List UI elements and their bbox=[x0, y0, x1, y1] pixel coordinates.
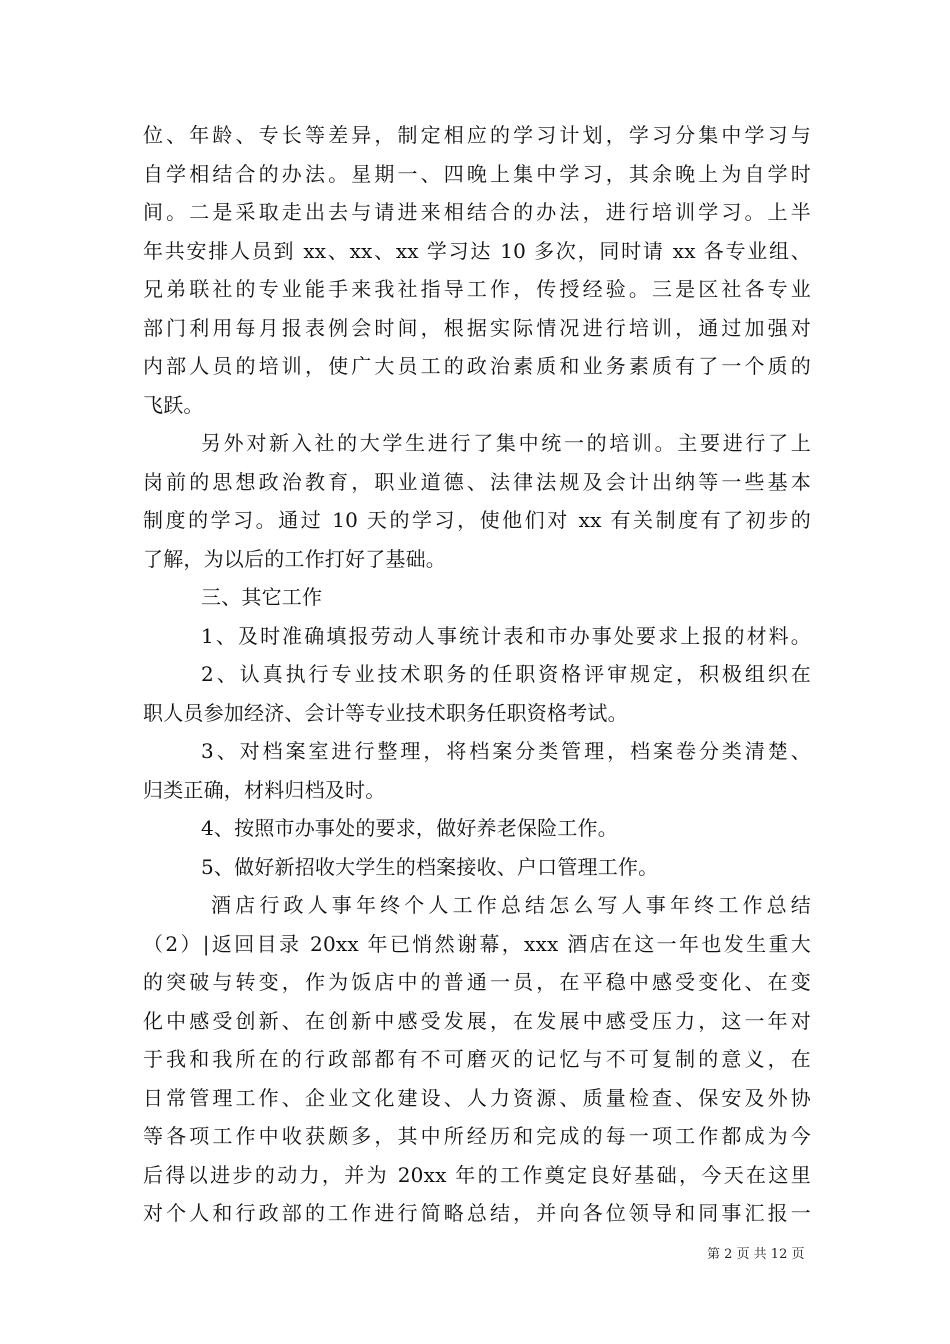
text-line: 于我和我所在的行政部都有不可磨灭的记忆与不可复制的意义，在 bbox=[143, 1047, 811, 1071]
text-line: 部门利用每月报表例会时间，根据实际情况进行培训，通过加强对 bbox=[143, 315, 811, 340]
text-line: 5、做好新招收大学生的档案接收、户口管理工作。 bbox=[201, 854, 659, 879]
text-line: 等各项工作中收获颇多，其中所经历和完成的每一项工作都成为今 bbox=[143, 1124, 811, 1148]
text-line: 归类正确，材料归档及时。 bbox=[143, 777, 386, 802]
text-line: 的突破与转变，作为饭店中的普通一员，在平稳中感受变化、在变 bbox=[143, 970, 811, 994]
text-line: 后得以进步的动力，并为 20xx 年的工作奠定良好基础，今天在这里 bbox=[143, 1162, 811, 1187]
page-number-footer: 第 2 页 共 12 页 bbox=[707, 1247, 805, 1262]
text-line: （2）|返回目录 20xx 年已悄然谢幕，xxx 酒店在这一年也发生重大 bbox=[143, 931, 811, 956]
text-line: 另外对新入社的大学生进行了集中统一的培训。主要进行了上 bbox=[201, 431, 811, 455]
text-line: 1、及时准确填报劳动人事统计表和市办事处要求上报的材料。 bbox=[201, 623, 811, 648]
text-line: 4、按照市办事处的要求，做好养老保险工作。 bbox=[201, 816, 618, 840]
text-line: 3、对档案室进行整理，将档案分类管理，档案卷分类清楚、 bbox=[201, 739, 811, 763]
text-line: 年共安排人员到 xx、xx、xx 学习达 10 多次，同时请 xx 各专业组、 bbox=[143, 238, 811, 263]
text-line: 飞跃。 bbox=[143, 392, 204, 417]
text-line: 间。二是采取走出去与请进来相结合的办法，进行培训学习。上半 bbox=[143, 200, 811, 224]
text-line: 兄弟联社的专业能手来我社指导工作，传授经验。三是区社各专业 bbox=[143, 277, 811, 301]
text-line: 内部人员的培训，使广大员工的政治素质和业务素质有了一个质的 bbox=[143, 354, 811, 378]
text-line: 位、年龄、专长等差异，制定相应的学习计划，学习分集中学习与 bbox=[143, 123, 811, 147]
text-line: 自学相结合的办法。星期一、四晚上集中学习，其余晚上为自学时 bbox=[143, 161, 811, 186]
text-line: 对个人和行政部的工作进行简略总结，并向各位领导和同事汇报一 bbox=[143, 1201, 811, 1225]
text-line: 职人员参加经济、会计等专业技术职务任职资格考试。 bbox=[143, 700, 628, 725]
text-line: 三、其它工作 bbox=[201, 585, 323, 609]
text-line: 日常管理工作、企业文化建设、人力资源、质量检查、保安及外协 bbox=[143, 1085, 811, 1110]
text-line: 制度的学习。通过 10 天的学习，使他们对 xx 有关制度有了初步的 bbox=[143, 508, 811, 532]
text-line: 2、认真执行专业技术职务的任职资格评审规定，积极组织在 bbox=[201, 662, 811, 686]
text-line: 酒店行政人事年终个人工作总结怎么写人事年终工作总结 bbox=[211, 893, 811, 917]
document-body bbox=[143, 116, 811, 1233]
text-line: 了解，为以后的工作打好了基础。 bbox=[143, 546, 446, 571]
text-line: 岗前的思想政治教育，职业道德、法律法规及会计出纳等一些基本 bbox=[143, 469, 811, 494]
text-line: 化中感受创新、在创新中感受发展，在发展中感受压力，这一年对 bbox=[143, 1008, 811, 1033]
